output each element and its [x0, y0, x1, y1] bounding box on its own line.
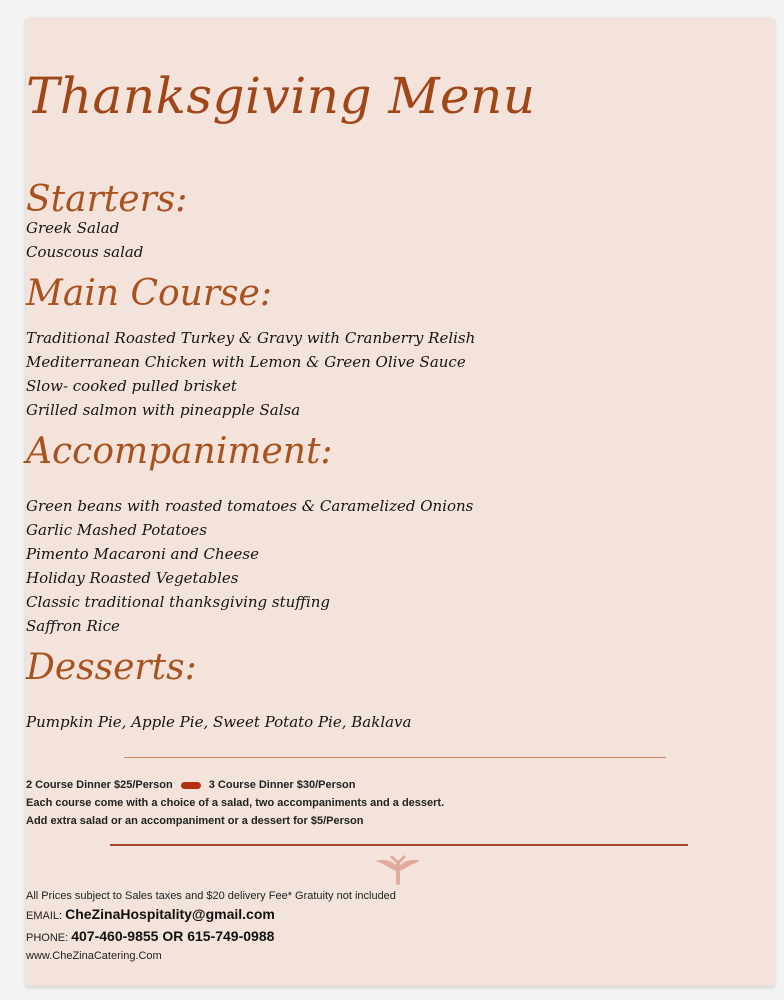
list-item: Classic traditional thanksgiving stuffing — [26, 593, 330, 611]
website-link[interactable]: www.CheZinaCatering.Com — [26, 950, 162, 962]
pricing-block — [26, 776, 774, 830]
phone-label: PHONE: — [26, 932, 69, 944]
email-line — [26, 904, 774, 926]
two-course-price: 2 Course Dinner $25/Person — [26, 779, 173, 791]
list-item: Green beans with roasted tomatoes & Caramelized Onions — [26, 497, 474, 515]
pricing-options — [26, 776, 774, 794]
footer — [26, 888, 774, 964]
list-item: Mediterranean Chicken with Lemon & Green Olive Sauce — [26, 353, 466, 371]
list-item: Pumpkin Pie, Apple Pie, Sweet Potato Pie, Baklava — [26, 713, 412, 731]
three-course-price: 3 Course Dinner $30/Person — [208, 779, 356, 791]
pricing-details: Each course come with a choice of a salad, two accompaniments and a dessert. — [26, 797, 445, 809]
list-item: Saffron Rice — [26, 617, 120, 635]
email-label: EMAIL: — [26, 910, 63, 922]
phone-number[interactable]: 407-460-9855 OR 615-749-0988 — [71, 928, 275, 944]
starters-heading: Starters: — [26, 179, 188, 220]
price-note: All Prices subject to Sales taxes and $20 delivery Fee* Gratuity not included — [26, 890, 396, 902]
leaf-ornament-icon — [374, 855, 422, 885]
accompaniment-heading: Accompaniment: — [26, 431, 333, 472]
list-item: Couscous salad — [26, 243, 144, 261]
list-item: Traditional Roasted Turkey & Gravy with Cranberry Relish — [26, 329, 476, 347]
list-item: Slow- cooked pulled brisket — [26, 377, 237, 395]
main-course-heading: Main Course: — [26, 273, 272, 314]
desserts-heading: Desserts: — [26, 647, 197, 688]
pill-separator-icon — [181, 782, 201, 789]
divider — [110, 844, 688, 846]
desserts-list — [26, 710, 774, 734]
pricing-extras: Add extra salad or an accompaniment or a dessert for $5/Person — [26, 815, 364, 827]
accompaniment-list — [26, 494, 774, 638]
list-item: Greek Salad — [26, 219, 120, 237]
list-item: Garlic Mashed Potatoes — [26, 521, 207, 539]
list-item: Grilled salmon with pineapple Salsa — [26, 401, 301, 419]
main-course-list — [26, 326, 774, 422]
list-item: Holiday Roasted Vegetables — [26, 569, 239, 587]
starters-list — [26, 216, 774, 264]
menu-page — [26, 18, 774, 986]
divider — [124, 757, 666, 758]
page-title: Thanksgiving Menu — [26, 67, 536, 125]
list-item: Pimento Macaroni and Cheese — [26, 545, 259, 563]
phone-line — [26, 926, 774, 948]
email-address[interactable]: CheZinaHospitality@gmail.com — [65, 906, 275, 922]
